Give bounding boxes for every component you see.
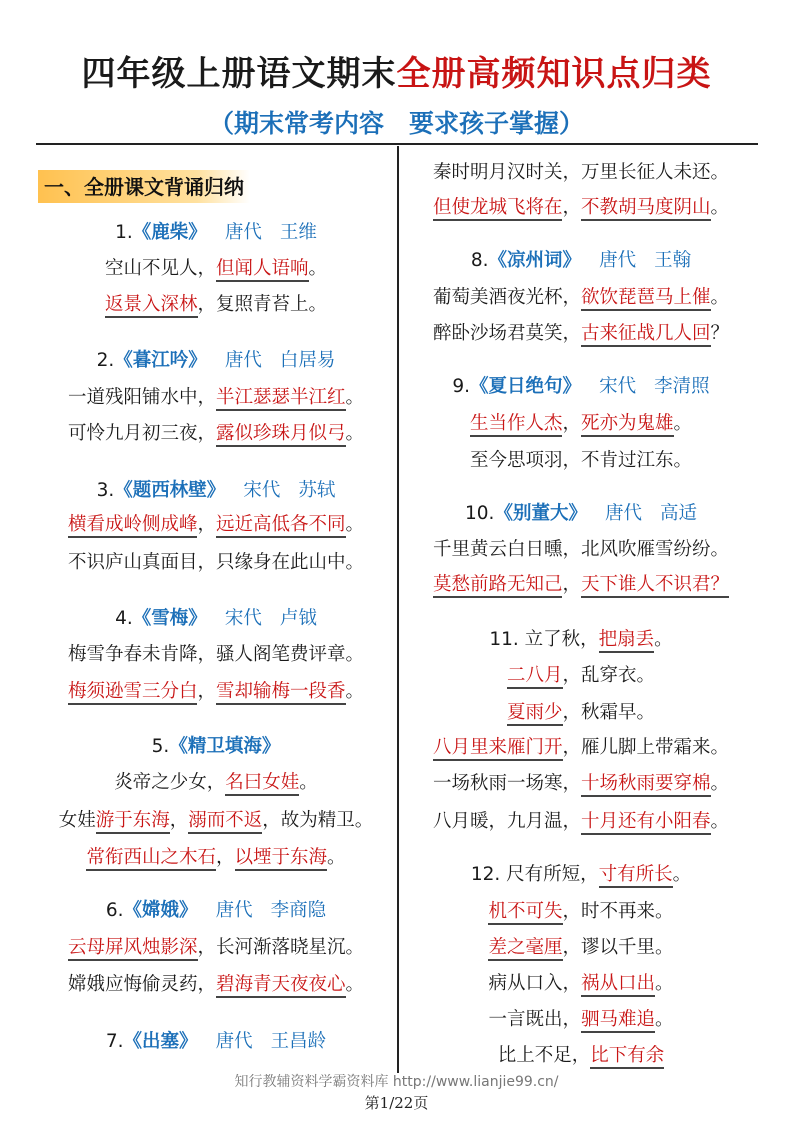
poem-line [401, 195, 761, 221]
line-text: ，乱穿衣。 [562, 665, 656, 686]
line-text: 。 [345, 514, 365, 535]
line-text: 比上不足， [497, 1045, 591, 1066]
line-text: 病从口入， [488, 973, 581, 994]
poem-author: 王维 [279, 222, 317, 243]
poem-line [36, 935, 396, 961]
poem-author: 苏轼 [298, 480, 336, 501]
key-phrase: 云母屏风烛影深 [68, 937, 198, 961]
poem-dynasty: 宋代 [243, 480, 281, 501]
line-text: 。 [710, 287, 730, 308]
line-text: 。 [710, 773, 730, 794]
poem-dynasty: 宋代 [599, 376, 637, 397]
key-phrase: 露似珍珠月似弓 [216, 423, 346, 447]
poem-author: 王翰 [654, 250, 692, 271]
key-phrase: 把扇丢 [599, 629, 655, 653]
poem-line [401, 1043, 761, 1069]
poem-line [401, 971, 761, 997]
line-text: 不识庐山真面目，只缘身在此山中。 [67, 552, 364, 573]
poem-line [36, 770, 396, 796]
line-text: 。 [655, 973, 674, 994]
key-phrase: 十场秋雨要穿棉 [581, 773, 711, 797]
line-text: 梅雪争春未肯降，骚人阁笔费评章。 [67, 644, 364, 665]
key-phrase: 以堙于东海 [235, 847, 328, 871]
poem-title: 《精卫填海》 [169, 736, 281, 757]
poem-number: 6. [105, 900, 124, 921]
poem-title: 《凉州词》 [488, 250, 582, 271]
poem-number: 8. [470, 250, 489, 271]
poem-title: 《夏日绝句》 [470, 376, 582, 397]
page-number: 第1/22页 [364, 1094, 429, 1112]
poem-line [36, 972, 396, 998]
poem-heading [36, 898, 396, 924]
poem-line [401, 735, 761, 761]
line-text: ， [215, 847, 235, 868]
poem-line [401, 1007, 761, 1033]
line-text: 醉卧沙场君莫笑， [432, 323, 581, 344]
line-text: ， [562, 197, 581, 218]
poem-heading [36, 220, 396, 246]
line-text: 11. 立了秋， [489, 629, 599, 650]
line-text: 。 [345, 423, 365, 444]
line-text: 千里黄云白日曛，北风吹雁雪纷纷。 [432, 539, 729, 560]
poem-line [401, 285, 761, 311]
line-text: ，长河渐落晓星沉。 [197, 937, 365, 958]
poem-line [36, 292, 396, 318]
poem-title: 《雪梅》 [132, 608, 207, 629]
poem-dynasty: 唐代 [604, 503, 642, 524]
poem-line [401, 899, 761, 925]
poem-line [401, 160, 761, 186]
poem-author: 李商隐 [270, 900, 327, 921]
line-text: ， [197, 514, 216, 535]
poem-line [36, 512, 396, 538]
section-title: 一、全册课文背诵归纳 [38, 170, 250, 203]
header-divider [36, 143, 758, 145]
line-text: 。 [673, 413, 693, 434]
line-text: 。 [345, 681, 365, 702]
key-phrase: 比下有余 [590, 1045, 664, 1069]
line-text: 葡萄美酒夜光杯， [432, 287, 581, 308]
poem-line [401, 771, 761, 797]
poem-number: 5. [151, 736, 170, 757]
line-text: 至今思项羽，不肯过江东。 [469, 450, 692, 471]
poem-line [401, 700, 761, 726]
line-text: 。 [710, 197, 730, 218]
line-text: 可怜九月初三夜， [67, 423, 216, 444]
key-phrase: 梅须逊雪三分白 [68, 681, 198, 705]
key-phrase: 八月里来雁门开 [433, 737, 563, 761]
poem-heading [36, 734, 396, 760]
line-text: 。 [299, 772, 318, 793]
line-text: 一道残阳铺水中， [67, 387, 216, 408]
key-phrase: 二八月 [507, 665, 563, 689]
key-phrase: 游于东海 [96, 810, 170, 834]
poem-heading [36, 348, 396, 374]
poem-heading [36, 1029, 396, 1055]
poem-number: 9. [452, 376, 471, 397]
poem-author: 卢钺 [279, 608, 317, 629]
poem-line [401, 663, 761, 689]
key-phrase: 差之毫厘 [488, 937, 562, 961]
key-phrase: 寸有所长 [599, 864, 673, 888]
poem-title: 《鹿柴》 [132, 222, 207, 243]
poem-number: 3. [96, 480, 115, 501]
line-text: ，时不再来。 [562, 901, 674, 922]
key-phrase: 欲饮琵琶马上催 [581, 287, 711, 311]
poem-number: 10. [465, 503, 495, 524]
key-phrase: 生当作人杰 [470, 413, 563, 437]
key-phrase: 半江瑟瑟半江红 [216, 387, 346, 411]
poem-heading [401, 248, 761, 274]
poem-line [36, 679, 396, 705]
line-text: 炎帝之少女， [114, 772, 226, 793]
line-text: 秦时明月汉时关，万里长征人未还。 [432, 162, 729, 183]
title-black-part: 四年级上册语文期末 [81, 54, 397, 94]
line-text: ，谬以千里。 [562, 937, 674, 958]
line-text: 。 [672, 864, 692, 885]
poem-line [36, 642, 396, 668]
key-phrase: 名曰女娃 [225, 772, 299, 796]
poem-dynasty: 唐代 [215, 900, 253, 921]
line-text: 空山不见人， [104, 258, 216, 279]
line-text: ， [562, 574, 581, 595]
line-text: ，故为精卫。 [262, 810, 374, 831]
key-phrase: 远近高低各不同 [216, 514, 346, 538]
line-text: 一言既出， [488, 1009, 581, 1030]
key-phrase: 溺而不返 [188, 810, 262, 834]
key-phrase: 返景入深林 [105, 294, 198, 318]
poem-line [401, 321, 761, 347]
line-text: ，复照青苔上。 [197, 294, 328, 315]
poem-dynasty: 唐代 [215, 1031, 253, 1052]
line-text: ， [562, 413, 581, 434]
line-text: 女娃 [58, 810, 96, 831]
poem-title: 《别董大》 [494, 503, 587, 524]
line-text: ，雁儿脚上带霜来。 [562, 737, 730, 758]
key-phrase: 死亦为鬼雄 [581, 413, 674, 437]
key-phrase: 但使龙城飞将在 [433, 197, 563, 221]
poem-heading [36, 478, 396, 504]
poem-title: 《题西林壁》 [114, 480, 226, 501]
key-phrase: 驷马难追 [581, 1009, 655, 1033]
line-text: ，秋霜早。 [562, 702, 656, 723]
line-text: 。 [710, 811, 730, 832]
poem-line [36, 421, 396, 447]
key-phrase: 夏雨少 [507, 702, 563, 726]
key-phrase: 天下谁人不识君？ [581, 574, 729, 598]
column-divider [397, 146, 399, 1073]
poem-number: 2. [96, 350, 115, 371]
poem-dynasty: 唐代 [224, 350, 262, 371]
poem-line [401, 627, 761, 653]
key-phrase: 古来征战几人回 [581, 323, 711, 347]
line-text: 。 [308, 258, 328, 279]
line-text: 。 [345, 974, 365, 995]
poem-title: 《出塞》 [123, 1031, 198, 1052]
key-phrase: 雪却输梅一段香 [216, 681, 346, 705]
poem-line [36, 845, 396, 871]
poem-title: 《嫦娥》 [123, 900, 198, 921]
page-title [0, 46, 793, 95]
page-subtitle: （期末常考内容 要求孩子掌握） [208, 109, 584, 138]
poem-heading [36, 606, 396, 632]
poem-author: 王昌龄 [270, 1031, 327, 1052]
poem-author: 白居易 [279, 350, 336, 371]
footer-watermark: 知行教辅资料学霸资料库 http://www.lianjie99.cn/ [234, 1074, 559, 1090]
key-phrase: 不教胡马度阴山 [581, 197, 711, 221]
key-phrase: 横看成岭侧成峰 [68, 514, 198, 538]
poem-author: 高适 [659, 503, 697, 524]
line-text: 八月暖，九月温， [432, 811, 581, 832]
key-phrase: 祸从口出 [581, 973, 655, 997]
poem-line [401, 537, 761, 563]
poem-line [401, 448, 761, 474]
poem-line [401, 809, 761, 835]
poem-line [36, 256, 396, 282]
poem-line [36, 808, 396, 834]
poem-dynasty: 唐代 [599, 250, 637, 271]
poem-line [401, 411, 761, 437]
poem-line [401, 862, 761, 888]
poem-line [36, 385, 396, 411]
poem-line [401, 935, 761, 961]
line-text: 。 [655, 1009, 674, 1030]
line-text: 12. 尺有所短， [470, 864, 599, 885]
key-phrase: 机不可失 [488, 901, 562, 925]
poem-number: 1. [115, 222, 133, 243]
line-text: ， [197, 681, 216, 702]
poem-line [401, 572, 761, 598]
poem-line [36, 550, 396, 576]
poem-number: 4. [115, 608, 133, 629]
poem-dynasty: 唐代 [224, 222, 262, 243]
title-red-part: 全册高频知识点归类 [396, 54, 712, 94]
poem-heading [401, 374, 761, 400]
line-text: 。 [345, 387, 365, 408]
line-text: 。 [654, 629, 673, 650]
key-phrase: 十月还有小阳春 [581, 811, 711, 835]
line-text: 嫦娥应悔偷灵药， [67, 974, 216, 995]
key-phrase: 常衔西山之木石 [86, 847, 216, 871]
key-phrase: 碧海青天夜夜心 [216, 974, 346, 998]
poem-number: 7. [105, 1031, 124, 1052]
line-text: ， [169, 810, 189, 831]
line-text: 一场秋雨一场寒， [432, 773, 581, 794]
line-text: ？ [710, 323, 730, 344]
key-phrase: 但闻人语响 [216, 258, 309, 282]
poem-title: 《暮江吟》 [114, 350, 207, 371]
line-text: 。 [327, 847, 346, 868]
key-phrase: 莫愁前路无知己 [433, 574, 563, 598]
poem-heading [401, 501, 761, 527]
poem-author: 李清照 [654, 376, 710, 397]
poem-dynasty: 宋代 [224, 608, 262, 629]
